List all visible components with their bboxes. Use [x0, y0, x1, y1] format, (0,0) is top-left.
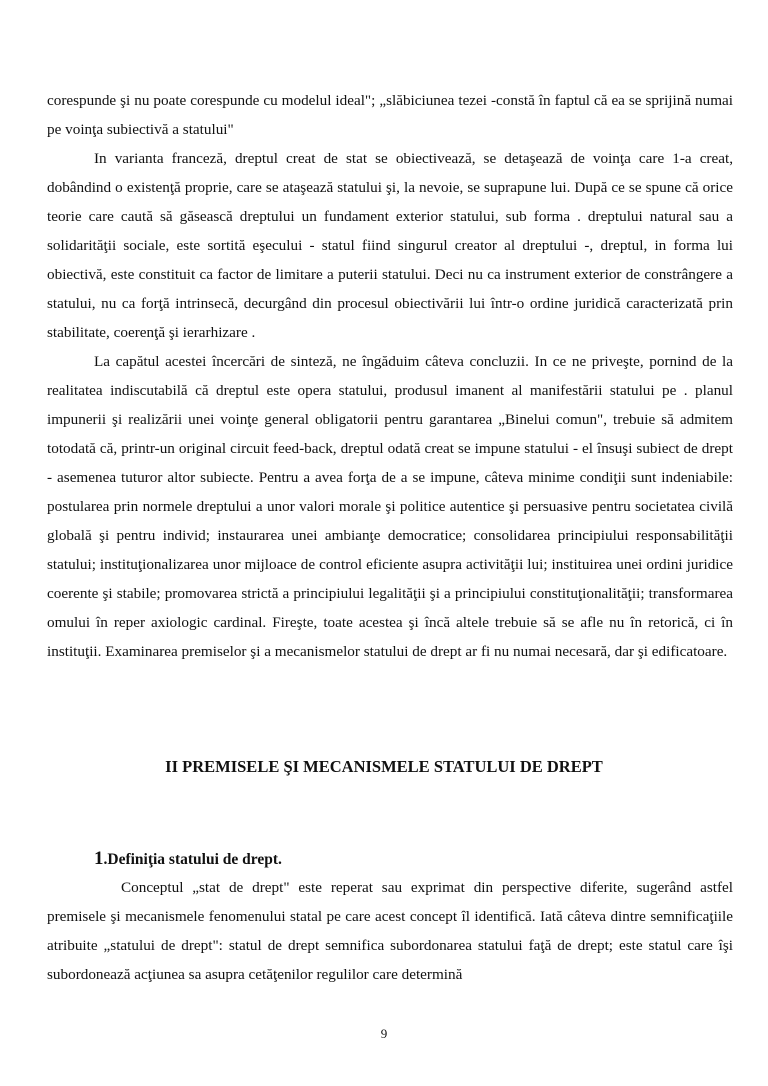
body-text-bottom [47, 873, 733, 989]
paragraph-french-variant: In varianta franceză, dreptul creat de stat se obiectivează, se detaşează de voinţa care 1-a creat, dobândind o existenţă proprie, care se ataşează statului şi, la nevoie, se suprapune lui. După ce se spune că orice teorie care caută să găsească dreptului un fundament exterior statului, sub forma . dreptului natural sau a solidarităţii sociale, este sortită eşecului - statul fiind singurul creator al dreptului -, dreptul, in forma lui obiectivă, este constituit ca factor de limitare a puterii statului. Deci nu ca instrument exterior de constrângere a statului, nu ca forţă intrinsecă, decurgând din procesul obiectivării lui într-o ordine juridică caracterizată prin stabilitate, coerenţă şi ierarhizare . [47, 150, 733, 341]
paragraph-conclusions: La capătul acestei încercări de sinteză, ne îngăduim câteva concluzii. In ce ne priveşte, pornind de la realitatea indiscutabilă că dreptul este opera statului, produsul imanent al manifestării statului pe . planul impunerii şi realizării unei voinţe general obligatorii pentru garantarea „Binelui comun", trebuie să admitem totodată că, printr-un original circuit feed-back, dreptul odată creat se impune statului - el însuşi subiect de drept - asemenea tuturor altor subiecte. Pentru a avea forţa de a se impune, câteva minime condiţii sunt indeniabile: postularea prin normele dreptului a unor valori morale şi politice autentice şi persuasive pentru societatea civilă globală şi pentru individ; instaurarea unei ambianţe democratice; consolidarea principiului responsabilităţii statului; instituţionalizarea unor mijloace de control eficiente asupra activităţii lui; instituirea unei ordini juridice coerente şi stabile; promovarea strictă a principiului legalităţii şi a principiului constituţionalităţii; transformarea omului în reper axiologic cardinal. Fireşte, toate acestea şi încă altele trebuie să se afle nu în retorică, ci în instituţii. Examinarea premiselor şi a mecanismelor statului de drept ar fi nu numai necesară, dar şi edificatoare. [47, 353, 733, 660]
paragraph-definition: Conceptul „stat de drept" este reperat sau exprimat din perspective diferite, sugerând astfel premisele şi mecanismele fenomenului statal pe care acest concept îl identifică. Iată câteva dintre semnificaţiile atribuite „statului de drept": statul de drept semnifica subordonarea statului faţă de drept; este statul care îşi subordonează acţiunea sa asupra cetăţenilor regulilor care determină [47, 879, 733, 983]
subsection-number: 1 [94, 848, 104, 869]
paragraph-continued: corespunde şi nu poate corespunde cu modelul ideal"; „slăbiciunea tezei -constă în faptul că ea se sprijină numai pe voinţa subiectivă a statului" [47, 92, 733, 138]
page-number: 9 [380, 1026, 388, 1041]
section-heading: II PREMISELE ŞI MECANISMELE STATULUI DE DREPT [165, 757, 603, 776]
subsection-heading [94, 844, 282, 875]
subsection-title: .Definiţia statului de drept. [103, 851, 282, 868]
body-text-top [47, 86, 733, 666]
